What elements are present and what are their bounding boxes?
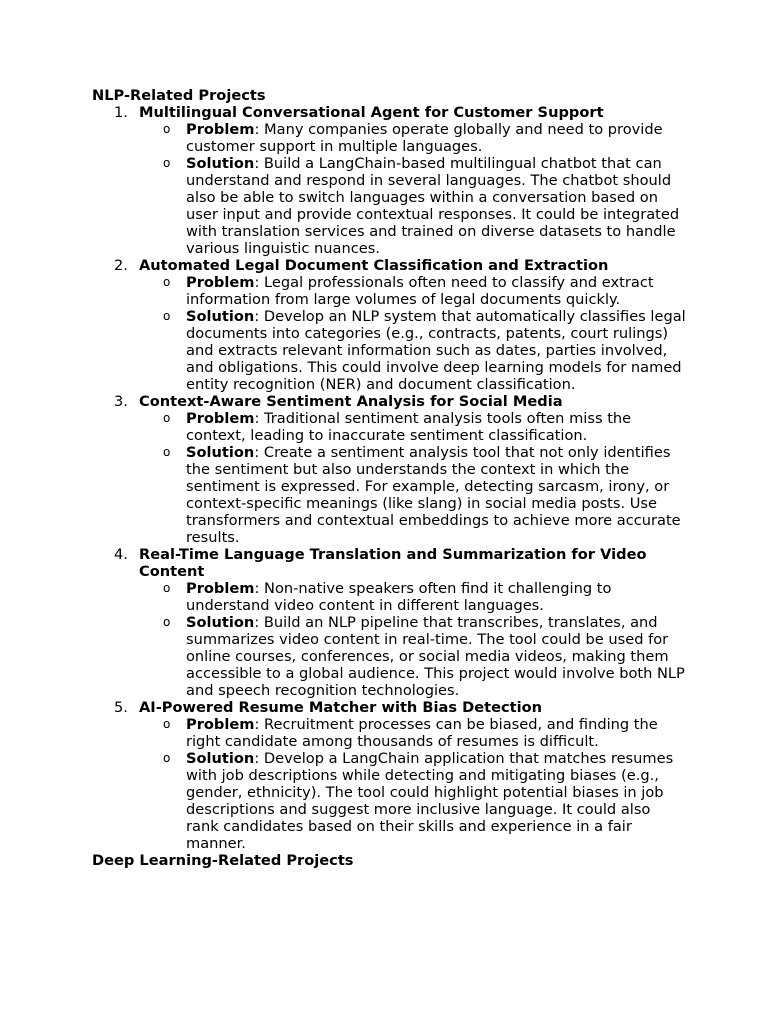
project-list (92, 104, 692, 852)
section-title-deep-learning: Deep Learning-Related Projects (92, 852, 354, 869)
solution-label: Solution (186, 444, 255, 461)
problem-point (139, 580, 686, 614)
solution-label: Solution (186, 750, 255, 767)
bullet-icon: o (163, 717, 171, 731)
solution-point (139, 308, 686, 393)
project-item (92, 104, 692, 257)
bullet-icon: o (163, 156, 171, 170)
solution-text: : Build a LangChain-based multilingual chatbot that can understand and respond in several languages. The chatbot should also be able to switch languages within a conversation based on user input and provide contextual responses. It could be integrated with translation services and trained on diverse datasets to handle various linguistic nuances. (186, 155, 680, 257)
problem-text: : Traditional sentiment analysis tools often miss the context, leading to inaccurate sentiment classification. (186, 410, 632, 444)
problem-point (139, 121, 686, 155)
project-item (92, 699, 692, 852)
project-number: 2. (114, 257, 128, 274)
solution-point (139, 155, 686, 257)
problem-label: Problem (186, 410, 255, 427)
problem-text: : Legal professionals often need to classify and extract information from large volumes of legal documents quickly. (186, 274, 654, 308)
solution-label: Solution (186, 155, 255, 172)
problem-point (139, 716, 686, 750)
project-title: Context-Aware Sentiment Analysis for Social Media (139, 393, 563, 410)
project-item (92, 546, 692, 699)
solution-label: Solution (186, 614, 255, 631)
solution-point (139, 750, 686, 852)
project-points (139, 580, 692, 699)
project-number: 4. (114, 546, 128, 563)
project-number: 1. (114, 104, 128, 121)
bullet-icon: o (163, 411, 171, 425)
solution-text: : Develop an NLP system that automatically classifies legal documents into categories (e.g., contracts, patents, court rulings) and extracts relevant information such as dates, parties involved, and obligations. This could involve deep learning models for named entity recognition (NER) and document classification. (186, 308, 686, 393)
problem-label: Problem (186, 274, 255, 291)
project-item (92, 393, 692, 546)
project-number: 3. (114, 393, 128, 410)
solution-text: : Create a sentiment analysis tool that not only identifies the sentiment but also understands the context in which the sentiment is expressed. For example, detecting sarcasm, irony, or context-specific meanings (like slang) in social media posts. Use transformers and contextual embeddings to achieve more accurate results. (186, 444, 681, 546)
project-points (139, 121, 692, 257)
project-item (92, 257, 692, 393)
solution-text: : Develop a LangChain application that matches resumes with job descriptions while detecting and mitigating biases (e.g., gender, ethnicity). The tool could highlight potential biases in job descriptions and suggest more inclusive language. It could also rank candidates based on their skills and experience in a fair manner. (186, 750, 674, 852)
bullet-icon: o (163, 751, 171, 765)
project-points (139, 410, 692, 546)
bullet-icon: o (163, 309, 171, 323)
solution-point (139, 614, 686, 699)
bullet-icon: o (163, 581, 171, 595)
bullet-icon: o (163, 445, 171, 459)
bullet-icon: o (163, 615, 171, 629)
problem-label: Problem (186, 121, 255, 138)
section-title-nlp: NLP-Related Projects (92, 87, 266, 104)
solution-point (139, 444, 686, 546)
problem-text: : Recruitment processes can be biased, and finding the right candidate among thousands of resumes is difficult. (186, 716, 658, 750)
project-points (139, 274, 692, 393)
problem-label: Problem (186, 580, 255, 597)
project-number: 5. (114, 699, 128, 716)
bullet-icon: o (163, 122, 171, 136)
document-page (92, 87, 692, 869)
project-title: Real-Time Language Translation and Summarization for Video Content (139, 546, 647, 580)
solution-text: : Build an NLP pipeline that transcribes, translates, and summarizes video content in real-time. The tool could be used for online courses, conferences, or social media videos, making them accessible to a global audience. This project would involve both NLP and speech recognition technologies. (186, 614, 685, 699)
solution-label: Solution (186, 308, 255, 325)
problem-point (139, 274, 686, 308)
project-points (139, 716, 692, 852)
problem-point (139, 410, 686, 444)
project-title: Multilingual Conversational Agent for Customer Support (139, 104, 604, 121)
problem-label: Problem (186, 716, 255, 733)
project-title: Automated Legal Document Classification and Extraction (139, 257, 609, 274)
problem-text: : Non-native speakers often find it challenging to understand video content in different languages. (186, 580, 612, 614)
problem-text: : Many companies operate globally and need to provide customer support in multiple languages. (186, 121, 663, 155)
project-title: AI-Powered Resume Matcher with Bias Detection (139, 699, 543, 716)
bullet-icon: o (163, 275, 171, 289)
